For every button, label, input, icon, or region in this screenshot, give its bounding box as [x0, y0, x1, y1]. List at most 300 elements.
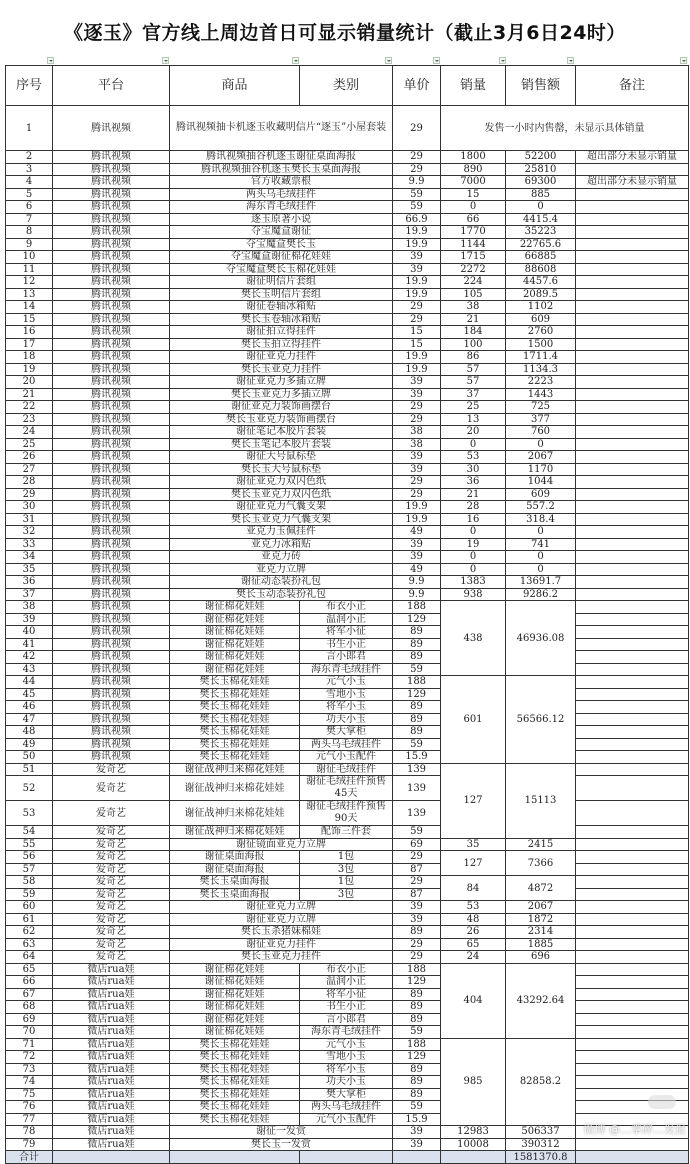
cell-product[interactable]: 樊长玉棉花娃娃	[170, 1051, 300, 1064]
cell-product[interactable]: 樊长玉棉花娃娃	[170, 726, 300, 739]
cell-platform[interactable]: 爱奇艺	[53, 863, 170, 876]
cell-price[interactable]: 139	[393, 801, 441, 826]
cell-platform[interactable]: 微店rua娃	[53, 1076, 170, 1089]
cell-note[interactable]: 超出部分未显示销量	[576, 176, 689, 189]
cell-platform[interactable]: 爱奇艺	[53, 763, 170, 776]
cell-platform[interactable]: 腾讯视频	[53, 501, 170, 514]
cell-product[interactable]: 谢征棉花娃娃	[170, 963, 300, 976]
cell-price[interactable]: 89	[393, 626, 441, 639]
cell-amount[interactable]: 1872	[506, 913, 576, 926]
cell-price[interactable]: 19.9	[393, 238, 441, 251]
cell-seq[interactable]: 40	[6, 626, 53, 639]
cell-price[interactable]: 89	[393, 1088, 441, 1101]
cell-amount[interactable]: 0	[506, 563, 576, 576]
filter-dropdown-icon[interactable]	[499, 57, 506, 64]
cell-price[interactable]: 9.9	[393, 176, 441, 189]
cell-category[interactable]: 将军小玉	[300, 701, 393, 714]
cell-platform[interactable]: 腾讯视频	[53, 226, 170, 239]
cell-note[interactable]	[576, 338, 689, 351]
cell-price[interactable]: 39	[393, 1138, 441, 1151]
cell-seq[interactable]: 65	[6, 963, 53, 976]
cell-qty[interactable]: 0	[441, 438, 506, 451]
cell-platform[interactable]: 腾讯视频	[53, 576, 170, 589]
cell-group-qty[interactable]: 127	[441, 851, 506, 876]
cell-note[interactable]	[576, 876, 689, 889]
cell-qty[interactable]: 48	[441, 913, 506, 926]
cell-seq[interactable]: 9	[6, 238, 53, 251]
cell-note[interactable]	[576, 701, 689, 714]
cell-qty[interactable]: 35	[441, 838, 506, 851]
cell-platform[interactable]: 爱奇艺	[53, 926, 170, 939]
cell-seq[interactable]: 75	[6, 1088, 53, 1101]
cell-amount[interactable]: 1711.4	[506, 351, 576, 364]
cell-qty[interactable]: 938	[441, 588, 506, 601]
cell-seq[interactable]: 66	[6, 976, 53, 989]
cell-category[interactable]: 将军小征	[300, 988, 393, 1001]
cell-note[interactable]	[576, 763, 689, 776]
cell-price[interactable]: 89	[393, 713, 441, 726]
cell-seq[interactable]: 22	[6, 401, 53, 414]
cell-seq[interactable]: 59	[6, 888, 53, 901]
cell-product[interactable]: 谢征桌面海报	[170, 851, 300, 864]
cell-note[interactable]	[576, 663, 689, 676]
cell-product[interactable]: 樊长玉棉花娃娃	[170, 1113, 300, 1126]
cell-price[interactable]: 129	[393, 613, 441, 626]
cell-price[interactable]: 15.9	[393, 1113, 441, 1126]
cell-product[interactable]: 谢征镜面亚克力立牌	[170, 838, 393, 851]
cell-platform[interactable]: 腾讯视频	[53, 388, 170, 401]
cell-seq[interactable]: 33	[6, 538, 53, 551]
cell-seq[interactable]: 8	[6, 226, 53, 239]
cell-product[interactable]: 谢征笔记本胶片套装	[170, 426, 393, 439]
cell-qty[interactable]: 53	[441, 901, 506, 914]
cell-category[interactable]: 谢征毛绒挂件预售90天	[300, 801, 393, 826]
cell-amount[interactable]: 2089.5	[506, 288, 576, 301]
cell-platform[interactable]: 腾讯视频	[53, 326, 170, 339]
cell-amount[interactable]: 885	[506, 188, 576, 201]
cell-seq[interactable]: 56	[6, 851, 53, 864]
cell-seq[interactable]: 77	[6, 1113, 53, 1126]
cell-qty[interactable]: 19	[441, 538, 506, 551]
cell-price[interactable]: 66.9	[393, 213, 441, 226]
cell-price[interactable]: 29	[393, 151, 441, 164]
cell-price[interactable]: 29	[393, 876, 441, 889]
cell-merged-note[interactable]: 发售一小时内售罄，未显示具体销量	[441, 106, 689, 151]
cell-seq[interactable]: 34	[6, 551, 53, 564]
cell-seq[interactable]: 68	[6, 1001, 53, 1014]
cell-seq[interactable]: 45	[6, 688, 53, 701]
cell-price[interactable]: 89	[393, 1063, 441, 1076]
cell-platform[interactable]: 爱奇艺	[53, 851, 170, 864]
cell-platform[interactable]: 爱奇艺	[53, 888, 170, 901]
cell-price[interactable]: 39	[393, 376, 441, 389]
cell-seq[interactable]: 60	[6, 901, 53, 914]
cell-platform[interactable]: 腾讯视频	[53, 151, 170, 164]
cell-note[interactable]	[576, 576, 689, 589]
cell-platform[interactable]: 腾讯视频	[53, 726, 170, 739]
cell-platform[interactable]: 腾讯视频	[53, 713, 170, 726]
cell-seq[interactable]: 4	[6, 176, 53, 189]
cell-platform[interactable]: 腾讯视频	[53, 588, 170, 601]
cell-amount[interactable]: 35223	[506, 226, 576, 239]
cell-amount[interactable]: 2760	[506, 326, 576, 339]
cell-price[interactable]: 59	[393, 188, 441, 201]
cell-platform[interactable]: 爱奇艺	[53, 913, 170, 926]
cell-product[interactable]: 谢征亚克力多插立牌	[170, 376, 393, 389]
cell-amount[interactable]: 2415	[506, 838, 576, 851]
cell-product[interactable]: 樊长玉亚克力挂件	[170, 951, 393, 964]
cell-price[interactable]: 129	[393, 976, 441, 989]
cell-product[interactable]: 亚克力玉佩挂件	[170, 526, 393, 539]
total-empty-cell[interactable]	[441, 1151, 506, 1164]
cell-group-qty[interactable]: 84	[441, 876, 506, 901]
cell-category[interactable]: 功夫小玉	[300, 713, 393, 726]
cell-note[interactable]	[576, 926, 689, 939]
cell-product[interactable]: 樊长玉亚克力挂件	[170, 363, 393, 376]
cell-price[interactable]: 87	[393, 863, 441, 876]
cell-platform[interactable]: 爱奇艺	[53, 901, 170, 914]
cell-product[interactable]: 海东青毛绒挂件	[170, 201, 393, 214]
cell-platform[interactable]: 腾讯视频	[53, 426, 170, 439]
cell-note[interactable]	[576, 988, 689, 1001]
header-price[interactable]: 单价	[393, 66, 441, 106]
cell-note[interactable]	[576, 1051, 689, 1064]
cell-platform[interactable]: 爱奇艺	[53, 876, 170, 889]
cell-group-qty[interactable]: 601	[441, 676, 506, 764]
cell-product[interactable]: 樊长玉棉花娃娃	[170, 1063, 300, 1076]
cell-note[interactable]	[576, 651, 689, 664]
cell-product[interactable]: 谢征棉花娃娃	[170, 663, 300, 676]
cell-product[interactable]: 樊长玉棉花娃娃	[170, 738, 300, 751]
cell-note[interactable]	[576, 163, 689, 176]
cell-platform[interactable]: 腾讯视频	[53, 201, 170, 214]
cell-seq[interactable]: 49	[6, 738, 53, 751]
cell-group-amount[interactable]: 15113	[506, 763, 576, 838]
cell-seq[interactable]: 23	[6, 413, 53, 426]
cell-amount[interactable]: 609	[506, 488, 576, 501]
cell-platform[interactable]: 腾讯视频	[53, 106, 170, 151]
cell-platform[interactable]: 腾讯视频	[53, 538, 170, 551]
total-empty-cell[interactable]	[300, 1151, 393, 1164]
cell-note[interactable]	[576, 351, 689, 364]
cell-qty[interactable]: 86	[441, 351, 506, 364]
cell-price[interactable]: 19.9	[393, 351, 441, 364]
cell-amount[interactable]: 4457.6	[506, 276, 576, 289]
cell-price[interactable]: 89	[393, 926, 441, 939]
cell-seq[interactable]: 35	[6, 563, 53, 576]
cell-price[interactable]: 59	[393, 663, 441, 676]
cell-product[interactable]: 夺宝魔盒樊长玉	[170, 238, 393, 251]
cell-price[interactable]: 29	[393, 851, 441, 864]
cell-amount[interactable]: 4415.4	[506, 213, 576, 226]
cell-price[interactable]: 139	[393, 763, 441, 776]
cell-platform[interactable]: 微店rua娃	[53, 1038, 170, 1051]
total-empty-cell[interactable]	[393, 1151, 441, 1164]
cell-seq[interactable]: 20	[6, 376, 53, 389]
cell-product[interactable]: 谢征亚克力气囊支架	[170, 501, 393, 514]
cell-price[interactable]: 29	[393, 476, 441, 489]
cell-seq[interactable]: 15	[6, 313, 53, 326]
cell-qty[interactable]: 15	[441, 188, 506, 201]
cell-note[interactable]	[576, 838, 689, 851]
cell-category[interactable]: 将军小玉	[300, 1063, 393, 1076]
cell-qty[interactable]: 30	[441, 463, 506, 476]
cell-seq[interactable]: 55	[6, 838, 53, 851]
cell-product[interactable]: 樊长玉棉花娃娃	[170, 701, 300, 714]
cell-product[interactable]: 谢征战神归来棉花娃娃	[170, 801, 300, 826]
cell-note[interactable]	[576, 826, 689, 839]
cell-price[interactable]: 69	[393, 838, 441, 851]
cell-price[interactable]: 29	[393, 938, 441, 951]
cell-category[interactable]: 功夫小玉	[300, 1076, 393, 1089]
cell-seq[interactable]: 19	[6, 363, 53, 376]
cell-seq[interactable]: 26	[6, 451, 53, 464]
cell-seq[interactable]: 67	[6, 988, 53, 1001]
filter-dropdown-icon[interactable]	[162, 57, 169, 64]
cell-amount[interactable]: 390312	[506, 1138, 576, 1151]
cell-seq[interactable]: 38	[6, 601, 53, 614]
cell-price[interactable]: 39	[393, 463, 441, 476]
cell-price[interactable]: 29	[393, 313, 441, 326]
cell-product[interactable]: 樊长玉桌面海报	[170, 876, 300, 889]
cell-platform[interactable]: 爱奇艺	[53, 838, 170, 851]
cell-price[interactable]: 9.9	[393, 588, 441, 601]
cell-amount[interactable]: 696	[506, 951, 576, 964]
cell-qty[interactable]: 184	[441, 326, 506, 339]
cell-product[interactable]: 樊长玉动态装扮礼包	[170, 588, 393, 601]
cell-amount[interactable]: 52200	[506, 151, 576, 164]
header-product[interactable]: 商品	[170, 66, 300, 106]
cell-category[interactable]: 谢征毛绒挂件	[300, 763, 393, 776]
cell-seq[interactable]: 11	[6, 263, 53, 276]
cell-qty[interactable]: 21	[441, 313, 506, 326]
cell-product[interactable]: 樊长玉卷轴冰箱贴	[170, 313, 393, 326]
cell-note[interactable]	[576, 438, 689, 451]
cell-platform[interactable]: 腾讯视频	[53, 601, 170, 614]
cell-amount[interactable]: 0	[506, 201, 576, 214]
cell-category[interactable]: 海东青毛绒挂件	[300, 1026, 393, 1039]
header-seq[interactable]: 序号	[6, 66, 53, 106]
cell-seq[interactable]: 41	[6, 638, 53, 651]
cell-category[interactable]: 言小郎君	[300, 651, 393, 664]
cell-price[interactable]: 38	[393, 438, 441, 451]
cell-product[interactable]: 夺宝魔盒樊长玉棉花娃娃	[170, 263, 393, 276]
cell-qty[interactable]: 26	[441, 926, 506, 939]
cell-amount[interactable]: 2067	[506, 451, 576, 464]
cell-category[interactable]: 雪地小玉	[300, 1051, 393, 1064]
cell-price[interactable]: 29	[393, 401, 441, 414]
cell-note[interactable]	[576, 238, 689, 251]
cell-note[interactable]	[576, 551, 689, 564]
cell-price[interactable]: 188	[393, 601, 441, 614]
cell-category[interactable]: 雪地小玉	[300, 688, 393, 701]
cell-note[interactable]	[576, 488, 689, 501]
cell-seq[interactable]: 62	[6, 926, 53, 939]
cell-group-amount[interactable]: 56566.12	[506, 676, 576, 764]
cell-platform[interactable]: 微店rua娃	[53, 1063, 170, 1076]
cell-product[interactable]: 谢征棉花娃娃	[170, 651, 300, 664]
cell-note[interactable]	[576, 1076, 689, 1089]
cell-category[interactable]: 海东青毛绒挂件	[300, 663, 393, 676]
cell-seq[interactable]: 76	[6, 1101, 53, 1114]
cell-category[interactable]: 元气小玉	[300, 1038, 393, 1051]
cell-note[interactable]	[576, 538, 689, 551]
cell-qty[interactable]: 12983	[441, 1126, 506, 1139]
cell-product[interactable]: 谢征动态装扮礼包	[170, 576, 393, 589]
cell-price[interactable]: 39	[393, 901, 441, 914]
filter-dropdown-icon[interactable]	[433, 57, 440, 64]
cell-seq[interactable]: 32	[6, 526, 53, 539]
cell-product[interactable]: 两头乌毛绒挂件	[170, 188, 393, 201]
cell-category[interactable]: 布衣小正	[300, 963, 393, 976]
cell-qty[interactable]: 20	[441, 426, 506, 439]
cell-amount[interactable]: 1044	[506, 476, 576, 489]
cell-product[interactable]: 谢征亚克力双闪色纸	[170, 476, 393, 489]
cell-note[interactable]	[576, 526, 689, 539]
cell-qty[interactable]: 2272	[441, 263, 506, 276]
cell-note[interactable]	[576, 626, 689, 639]
cell-seq[interactable]: 3	[6, 163, 53, 176]
cell-product[interactable]: 樊长玉明信片套组	[170, 288, 393, 301]
cell-seq[interactable]: 61	[6, 913, 53, 926]
total-empty-cell[interactable]	[576, 1151, 689, 1164]
cell-platform[interactable]: 腾讯视频	[53, 263, 170, 276]
cell-note[interactable]	[576, 638, 689, 651]
cell-platform[interactable]: 腾讯视频	[53, 351, 170, 364]
cell-product[interactable]: 谢征棉花娃娃	[170, 601, 300, 614]
cell-qty[interactable]: 7000	[441, 176, 506, 189]
cell-category[interactable]: 元气小玉	[300, 676, 393, 689]
cell-product[interactable]: 谢征棉花娃娃	[170, 976, 300, 989]
cell-seq[interactable]: 72	[6, 1051, 53, 1064]
cell-category[interactable]: 配饰三件套	[300, 826, 393, 839]
cell-price[interactable]: 29	[393, 106, 441, 151]
cell-amount[interactable]: 1170	[506, 463, 576, 476]
cell-price[interactable]: 39	[393, 538, 441, 551]
cell-note[interactable]	[576, 1013, 689, 1026]
cell-note[interactable]	[576, 463, 689, 476]
cell-group-amount[interactable]: 46936.08	[506, 601, 576, 676]
cell-platform[interactable]: 腾讯视频	[53, 488, 170, 501]
cell-price[interactable]: 38	[393, 426, 441, 439]
cell-platform[interactable]: 腾讯视频	[53, 301, 170, 314]
cell-product[interactable]: 樊长玉棉花娃娃	[170, 713, 300, 726]
cell-amount[interactable]: 1102	[506, 301, 576, 314]
cell-product[interactable]: 腾讯视频抽谷机逐玉谢征桌面海报	[170, 151, 393, 164]
cell-category[interactable]: 3包	[300, 863, 393, 876]
cell-product[interactable]: 樊长玉亚克力气囊支架	[170, 513, 393, 526]
cell-price[interactable]: 188	[393, 676, 441, 689]
cell-note[interactable]	[576, 451, 689, 464]
cell-seq[interactable]: 7	[6, 213, 53, 226]
cell-note[interactable]	[576, 563, 689, 576]
cell-note[interactable]	[576, 938, 689, 951]
cell-price[interactable]: 139	[393, 776, 441, 801]
cell-seq[interactable]: 16	[6, 326, 53, 339]
cell-seq[interactable]: 31	[6, 513, 53, 526]
cell-price[interactable]: 9.9	[393, 576, 441, 589]
cell-product[interactable]: 樊长玉亚克力装饰画摆台	[170, 413, 393, 426]
cell-category[interactable]: 温润小正	[300, 976, 393, 989]
cell-product[interactable]: 樊长玉棉花娃娃	[170, 1038, 300, 1051]
cell-product[interactable]: 谢征亚克力立牌	[170, 913, 393, 926]
cell-qty[interactable]: 105	[441, 288, 506, 301]
cell-product[interactable]: 樊长玉桌面海报	[170, 888, 300, 901]
cell-product[interactable]: 腾讯视频抽卡机逐玉收藏明信片“逐玉”小屋套装	[170, 106, 393, 151]
cell-amount[interactable]: 0	[506, 438, 576, 451]
cell-seq[interactable]: 44	[6, 676, 53, 689]
filter-dropdown-icon[interactable]	[680, 57, 687, 64]
cell-group-amount[interactable]: 7366	[506, 851, 576, 876]
cell-note[interactable]	[576, 976, 689, 989]
cell-platform[interactable]: 腾讯视频	[53, 613, 170, 626]
cell-group-qty[interactable]: 404	[441, 963, 506, 1038]
cell-product[interactable]: 谢征卷轴冰箱贴	[170, 301, 393, 314]
cell-seq[interactable]: 30	[6, 501, 53, 514]
cell-amount[interactable]: 9286.2	[506, 588, 576, 601]
cell-group-amount[interactable]: 43292.64	[506, 963, 576, 1038]
cell-seq[interactable]: 47	[6, 713, 53, 726]
cell-group-qty[interactable]: 438	[441, 601, 506, 676]
cell-seq[interactable]: 10	[6, 251, 53, 264]
cell-seq[interactable]: 79	[6, 1138, 53, 1151]
cell-seq[interactable]: 27	[6, 463, 53, 476]
cell-platform[interactable]: 腾讯视频	[53, 476, 170, 489]
cell-product[interactable]: 亚克力砖	[170, 551, 393, 564]
cell-price[interactable]: 59	[393, 201, 441, 214]
cell-note[interactable]	[576, 1038, 689, 1051]
cell-product[interactable]: 谢征明信片套组	[170, 276, 393, 289]
cell-note[interactable]: 超出部分未显示销量	[576, 151, 689, 164]
cell-note[interactable]	[576, 726, 689, 739]
cell-amount[interactable]: 1134.3	[506, 363, 576, 376]
cell-amount[interactable]: 506337	[506, 1126, 576, 1139]
cell-platform[interactable]: 微店rua娃	[53, 1088, 170, 1101]
cell-note[interactable]	[576, 376, 689, 389]
cell-category[interactable]: 1包	[300, 876, 393, 889]
header-amount[interactable]: 销售额	[506, 66, 576, 106]
cell-platform[interactable]: 腾讯视频	[53, 626, 170, 639]
filter-dropdown-icon[interactable]	[47, 57, 54, 64]
cell-price[interactable]: 89	[393, 1001, 441, 1014]
filter-dropdown-icon[interactable]	[385, 57, 392, 64]
cell-category[interactable]: 元气小玉配件	[300, 751, 393, 764]
cell-product[interactable]: 谢征战神归来棉花娃娃	[170, 763, 300, 776]
cell-note[interactable]	[576, 601, 689, 614]
cell-platform[interactable]: 微店rua娃	[53, 1013, 170, 1026]
cell-price[interactable]: 19.9	[393, 226, 441, 239]
cell-price[interactable]: 89	[393, 651, 441, 664]
cell-group-amount[interactable]: 4872	[506, 876, 576, 901]
cell-platform[interactable]: 腾讯视频	[53, 276, 170, 289]
cell-platform[interactable]: 爱奇艺	[53, 776, 170, 801]
cell-price[interactable]: 15	[393, 338, 441, 351]
cell-price[interactable]: 129	[393, 1051, 441, 1064]
cell-product[interactable]: 樊长玉拍立得挂件	[170, 338, 393, 351]
cell-qty[interactable]: 0	[441, 551, 506, 564]
cell-platform[interactable]: 腾讯视频	[53, 551, 170, 564]
cell-qty[interactable]: 36	[441, 476, 506, 489]
cell-amount[interactable]: 88608	[506, 263, 576, 276]
cell-note[interactable]	[576, 513, 689, 526]
filter-dropdown-icon[interactable]	[292, 57, 299, 64]
cell-product[interactable]: 樊长玉亚克力多插立牌	[170, 388, 393, 401]
cell-product[interactable]: 亚克力立牌	[170, 563, 393, 576]
cell-amount[interactable]: 377	[506, 413, 576, 426]
cell-category[interactable]: 两头乌毛绒挂件	[300, 738, 393, 751]
cell-note[interactable]	[576, 476, 689, 489]
cell-amount[interactable]: 22765.6	[506, 238, 576, 251]
